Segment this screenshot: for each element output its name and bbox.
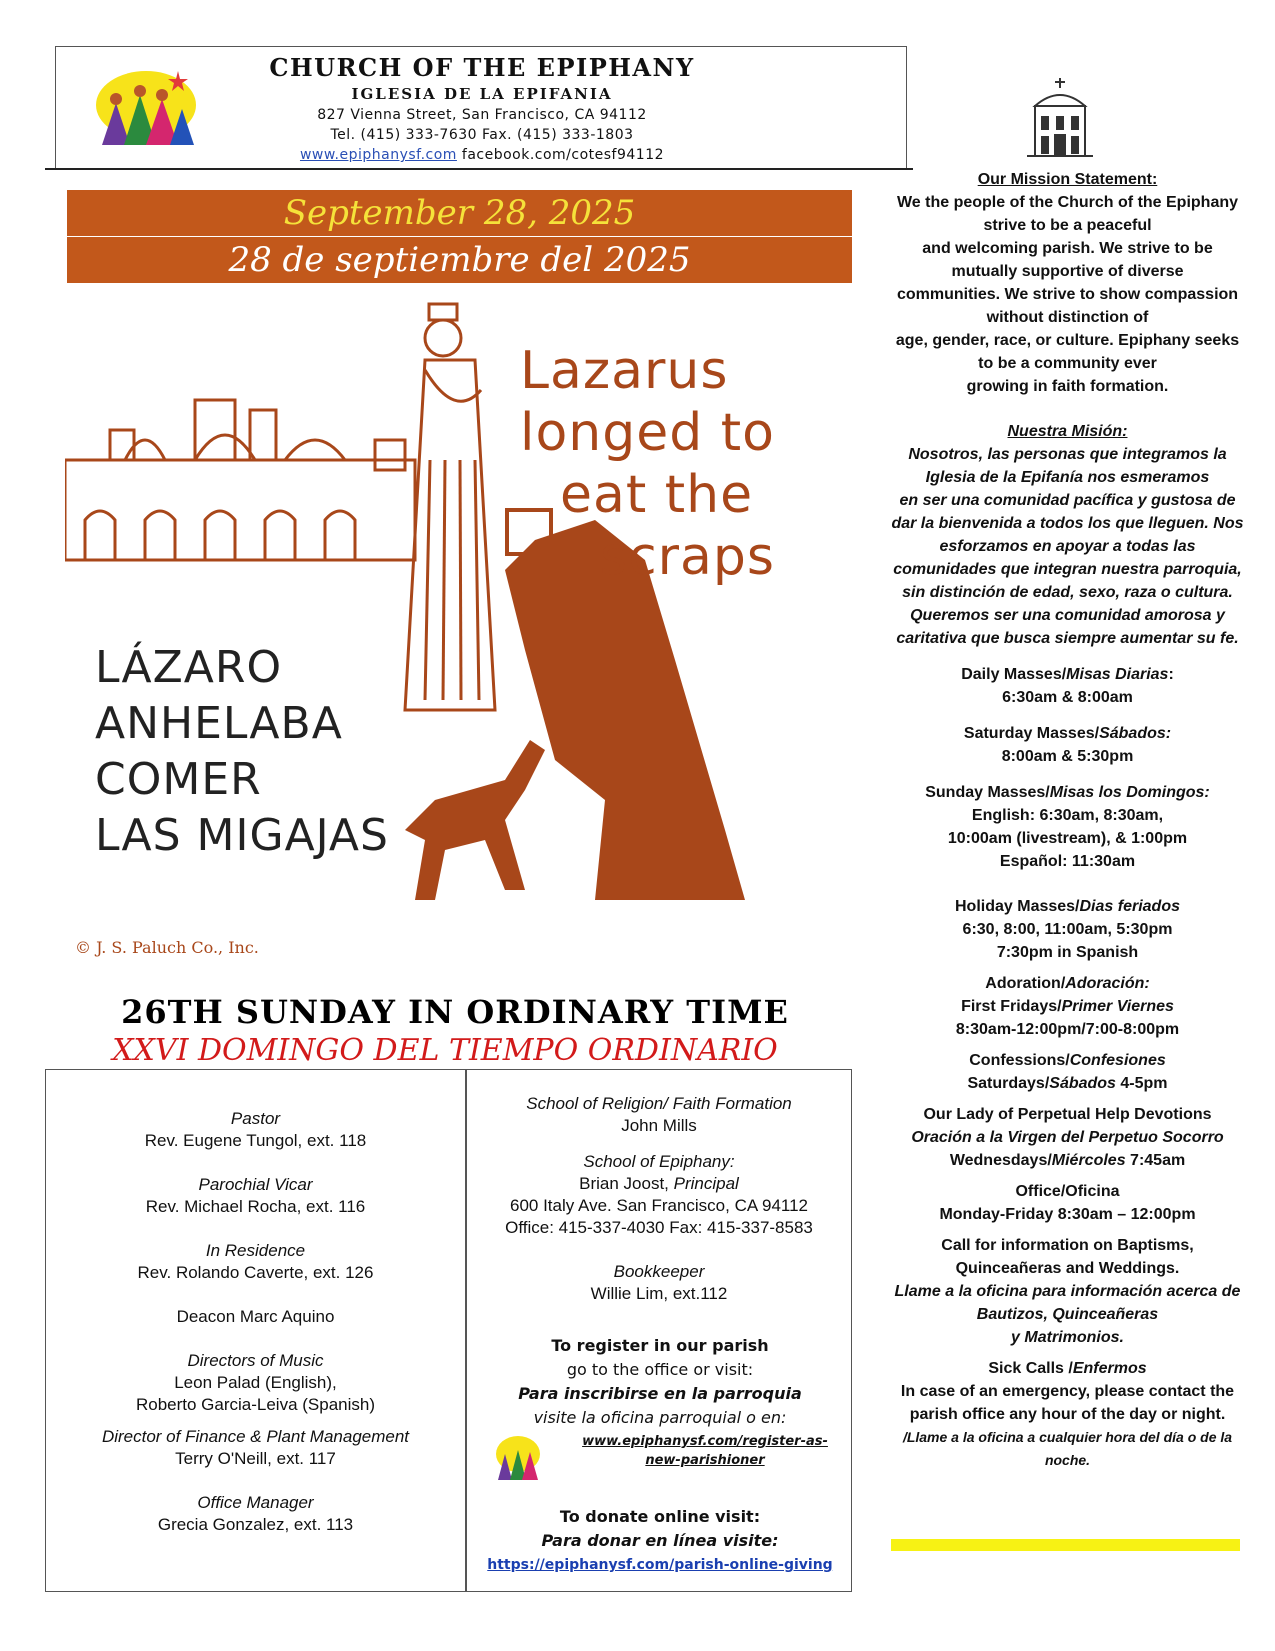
mission-line: mutually supportive of diverse: [951, 263, 1184, 280]
church-phone: Tel. (415) 333-7630 Fax. (415) 333-1803: [330, 127, 634, 143]
staff-left-column: [48, 1108, 463, 1536]
mission-line: age, gender, race, or culture. Epiphany seeks: [895, 332, 1240, 349]
pastor-role: Pastor: [230, 1109, 281, 1128]
music-role: Directors of Music: [187, 1351, 324, 1370]
adoration-day-en: First Fridays/: [961, 998, 1062, 1015]
highlight-bar: [891, 1539, 1240, 1551]
date-en: September 28, 2025: [283, 193, 636, 233]
sick-calls-es-line: /Llame a la oficina a cualquier hora del día o de la: [902, 1429, 1233, 1445]
headline-es-line: LAS MIGAJAS: [95, 810, 389, 861]
headline-en-line: longed to: [520, 403, 775, 463]
office-manager-role: Office Manager: [197, 1493, 314, 1512]
holiday-title-es: Dias feriados: [1079, 898, 1180, 915]
confession-times: [890, 1072, 1245, 1095]
principal-line: [468, 1173, 850, 1195]
sunday-title-es-label: Misas los Domingos:: [1049, 784, 1210, 801]
sick-calls-line: parish office any hour of the day or night.: [909, 1406, 1226, 1423]
devotion-time: 7:45am: [1125, 1152, 1186, 1169]
daily-title-es: Misas Diarias: [1066, 666, 1169, 683]
sick-calls-line: In case of an emergency, please contact the: [900, 1383, 1235, 1400]
principal-name: Brian Joost,: [579, 1174, 669, 1193]
register-link[interactable]: [570, 1432, 840, 1470]
adoration-title: [890, 972, 1245, 995]
church-building-icon: [1025, 76, 1095, 158]
residence-name: Rev. Rolando Caverte, ext. 126: [137, 1263, 374, 1282]
call-info-line: Quinceañeras and Weddings.: [955, 1260, 1180, 1277]
mission-line-es: sin distinción de edad, sexo, raza o cultura.: [902, 584, 1233, 601]
adoration-day-es: Primer Viernes: [1061, 998, 1174, 1015]
principal-title: Principal: [673, 1174, 739, 1193]
mission-title: Our Mission Statement:: [977, 171, 1158, 188]
finance-name: Terry O'Neill, ext. 117: [175, 1449, 336, 1468]
donate-section: [470, 1505, 850, 1577]
adoration-title-en: Adoration/: [985, 975, 1066, 992]
sunday-title-en: 26TH SUNDAY IN ORDINARY TIME: [121, 993, 789, 1031]
bookkeeper-name: Willie Lim, ext.112: [590, 1284, 728, 1303]
lazarus-artwork: [65, 300, 855, 960]
headline-es: [95, 640, 389, 864]
school-role: School of Epiphany:: [583, 1152, 735, 1171]
vicar-name: Rev. Michael Rocha, ext. 116: [145, 1197, 366, 1216]
donate-link[interactable]: https://epiphanysf.com/parish-online-giving: [487, 1557, 833, 1573]
confession-day-es: Sábados: [1049, 1075, 1116, 1092]
mission-line-es: comunidades que integran nuestra parroquia,: [893, 561, 1242, 578]
mission-line-es: caritativa que busca siempre aumentar su fe.: [896, 630, 1239, 647]
headline-en-line: Lazarus: [520, 341, 729, 401]
headline-es-line: ANHELABA: [95, 698, 343, 749]
right-column: [890, 168, 1245, 1472]
mission-line: and welcoming parish. We strive to be: [922, 240, 1213, 257]
headline-en-line: eat the: [560, 465, 754, 525]
sick-calls-title: [890, 1357, 1245, 1380]
register-link-line[interactable]: www.epiphanysf.com/register-as-: [582, 1434, 828, 1449]
church-name-es: IGLESIA DE LA EPIFANIA: [351, 85, 613, 103]
saturday-mass-title: [890, 722, 1245, 745]
adoration-day: [890, 995, 1245, 1018]
headline-en-line: scraps: [600, 527, 776, 587]
register-title-es: Para inscribirse en la parroquia: [518, 1384, 802, 1403]
school-phone: Office: 415-337-4030 Fax: 415-337-8583: [505, 1218, 813, 1237]
artwork-copyright: © J. S. Paluch Co., Inc.: [75, 938, 259, 957]
headline-es-line: COMER: [95, 754, 262, 805]
headline-en: [520, 340, 775, 588]
city-skyline-icon: [65, 390, 425, 570]
office-manager-name: Grecia Gonzalez, ext. 113: [157, 1515, 354, 1534]
religion-role: School of Religion/ Faith Formation: [526, 1094, 792, 1113]
sunday-mass-line: 10:00am (livestream), & 1:00pm: [947, 830, 1188, 847]
confession-day-en: Saturdays/: [967, 1075, 1050, 1092]
mission-title-es: Nuestra Misión:: [1007, 423, 1128, 440]
mission-line-es: dar la bienvenida a todos los que lleguen. Nos: [891, 515, 1244, 532]
daily-title-colon: :: [1168, 666, 1174, 683]
sunday-mass-line: English: 6:30am, 8:30am,: [971, 807, 1164, 824]
holiday-mass-line: 7:30pm in Spanish: [996, 944, 1139, 961]
daily-mass-times: 6:30am & 8:00am: [1002, 689, 1133, 706]
vicar-role: Parochial Vicar: [198, 1175, 313, 1194]
saturday-title-es: Sábados:: [1099, 725, 1172, 742]
church-web-line: [56, 147, 908, 163]
mission-line: strive to be a peaceful: [983, 217, 1152, 234]
staff-right-column: [468, 1093, 850, 1305]
devotion-day-es: Miércoles: [1051, 1152, 1126, 1169]
holiday-mass-title: [890, 895, 1245, 918]
confession-time: 4-5pm: [1115, 1075, 1168, 1092]
devotion-times: [890, 1149, 1245, 1172]
school-address: 600 Italy Ave. San Francisco, CA 94112: [510, 1196, 808, 1215]
church-address: 827 Vienna Street, San Francisco, CA 94112: [317, 107, 647, 123]
sick-calls-title-es: Enfermos: [1072, 1360, 1147, 1377]
confession-title: [890, 1049, 1245, 1072]
finance-role: Director of Finance & Plant Management: [101, 1427, 410, 1446]
deacon-name: Deacon Marc Aquino: [176, 1307, 335, 1326]
website-link[interactable]: www.epiphanysf.com: [299, 147, 457, 163]
register-section: [490, 1334, 830, 1430]
confession-title-en: Confessions/: [969, 1052, 1070, 1069]
saturday-title-en: Saturday Masses/: [963, 725, 1100, 742]
pastor-name: Rev. Eugene Tungol, ext. 118: [144, 1131, 367, 1150]
call-info-line: Call for information on Baptisms,: [941, 1237, 1194, 1254]
headline-es-line: LÁZARO: [95, 642, 283, 693]
saturday-mass-times: 8:00am & 5:30pm: [1001, 748, 1134, 765]
mission-line-es: Iglesia de la Epifanía nos esmeramos: [925, 469, 1210, 486]
mission-line: communities. We strive to show compassion: [896, 286, 1239, 303]
magi-small-logo-icon: [492, 1432, 544, 1482]
bookkeeper-role: Bookkeeper: [613, 1262, 705, 1281]
date-es: 28 de septiembre del 2025: [228, 240, 691, 280]
adoration-times: 8:30am-12:00pm/7:00-8:00pm: [955, 1021, 1180, 1038]
donate-title: To donate online visit:: [559, 1507, 761, 1526]
daily-title-en: Daily Masses/: [961, 666, 1067, 683]
holiday-mass-line: 6:30, 8:00, 11:00am, 5:30pm: [962, 921, 1173, 938]
register-line: go to the office or visit:: [566, 1360, 754, 1379]
date-banner-es: [67, 237, 852, 283]
sick-calls-title-en: Sick Calls /: [988, 1360, 1073, 1377]
mission-line: to be a community ever: [978, 355, 1157, 372]
mission-line: without distinction of: [986, 309, 1149, 326]
register-title: To register in our parish: [551, 1336, 769, 1355]
mission-line-es: Nosotros, las personas que integramos la: [908, 446, 1227, 463]
call-info-es-line: Llame a la oficina para información acerca de: [894, 1283, 1241, 1300]
sunday-mass-title: [890, 781, 1245, 804]
daily-mass-title: [890, 663, 1245, 686]
call-info-es-line: Bautizos, Quinceañeras: [976, 1306, 1159, 1323]
mission-line: growing in faith formation.: [966, 378, 1169, 395]
header-rule: [45, 168, 913, 170]
mission-line-es: esforzamos en apoyar a todas las: [939, 538, 1196, 555]
sunday-title-en-label: Sunday Masses/: [925, 784, 1050, 801]
devotion-day-en: Wednesdays/: [949, 1152, 1052, 1169]
religion-name: John Mills: [621, 1116, 697, 1135]
office-title: Office/Oficina: [1015, 1183, 1120, 1200]
office-hours: Monday-Friday 8:30am – 12:00pm: [939, 1206, 1196, 1223]
facebook-link[interactable]: facebook.com/cotesf94112: [461, 147, 665, 163]
devotion-title: Our Lady of Perpetual Help Devotions: [923, 1106, 1212, 1123]
adoration-title-es: Adoración:: [1065, 975, 1150, 992]
donate-title-es: Para donar en línea visite:: [541, 1531, 779, 1550]
sick-calls-es-line: noche.: [1044, 1452, 1091, 1468]
register-line-es: visite la oficina parroquial o en:: [533, 1408, 787, 1427]
confession-title-es: Confesiones: [1069, 1052, 1166, 1069]
staff-divider: [465, 1069, 467, 1592]
header-box: [55, 46, 907, 170]
church-name: CHURCH OF THE EPIPHANY: [269, 53, 695, 82]
sunday-title-es: XXVI DOMINGO DEL TIEMPO ORDINARIO: [112, 1033, 778, 1068]
residence-role: In Residence: [205, 1241, 306, 1260]
mission-line: We the people of the Church of the Epiphany: [896, 194, 1239, 211]
music-name-2: Roberto Garcia-Leiva (Spanish): [135, 1395, 376, 1414]
holiday-title-en: Holiday Masses/: [955, 898, 1080, 915]
register-link-line[interactable]: new-parishioner: [645, 1453, 765, 1468]
mission-line-es: Queremos ser una comunidad amorosa y: [910, 607, 1225, 624]
call-info-es-line: y Matrimonios.: [1011, 1329, 1124, 1346]
devotion-title-es: Oración a la Virgen del Perpetuo Socorro: [911, 1129, 1224, 1146]
date-banner-en: [67, 190, 852, 236]
mission-line-es: en ser una comunidad pacífica y gustosa de: [899, 492, 1236, 509]
music-name-1: Leon Palad (English),: [174, 1373, 337, 1392]
sunday-mass-line: Español: 11:30am: [999, 853, 1136, 870]
